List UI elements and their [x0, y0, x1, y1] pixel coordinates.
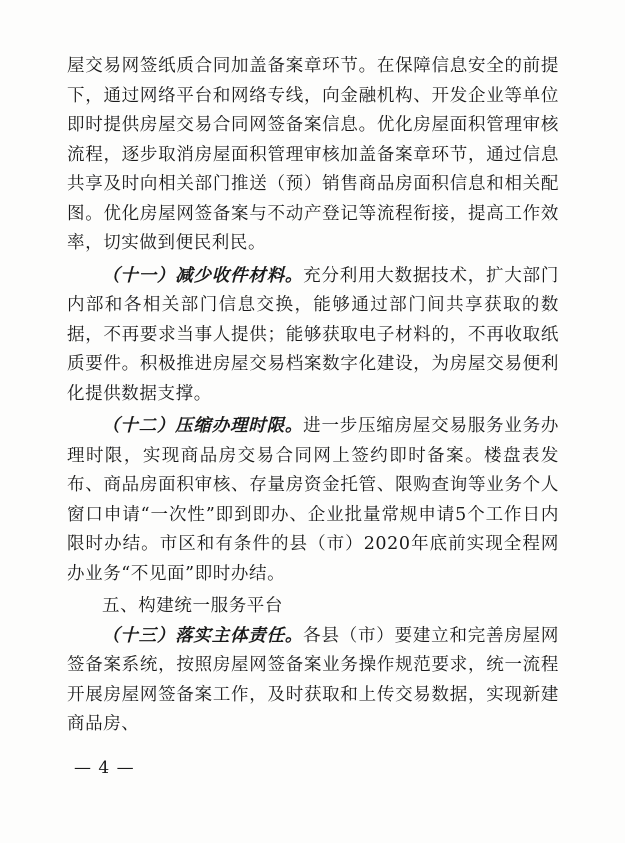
page-number: — 4 —: [74, 758, 135, 778]
paragraph-continuation: 屋交易网签纸质合同加盖备案章环节。在保障信息安全的前提下，通过网络平台和网络专线，向金融机构、开发企业等单位即时提供房屋交易合同网签备案信息。优化房屋面积管理审核流程，逐步取消房屋面积管理审核加盖备案章环节，通过信息共享及时向相关部门推送（预）销售商品房面积信息和相关配图。优化房屋网签备案与不动产登记等流程衔接，提高工作效率，切实做到便民利民。: [67, 56, 559, 253]
paragraph-compress-time: [67, 412, 559, 589]
paragraph-body: 充分利用大数据技术，扩大部门内部和各相关部门信息交换，能够通过部门间共享获取的数据，不再要求当事人提供；能够获取电子材料的，不再收取纸质要件。积极推进房屋交易档案数字化建设，为房屋交易便利化提供数据支撑。: [67, 265, 559, 404]
paragraph-reduce-materials: [67, 262, 559, 410]
paragraph-lead: （十二）压缩办理时限。: [102, 416, 304, 436]
paragraph-lead: （十一）减少收件材料。: [102, 265, 304, 286]
paragraph-responsibility: [67, 622, 559, 740]
section-heading: 五、构建统一服务平台: [102, 596, 283, 616]
paragraph-lead: （十三）落实主体责任。: [102, 625, 304, 646]
paragraph-body: 各县（市）要建立和完善房屋网签备案系统，按照房屋网签备案业务操作规范要求，统一流程开展房屋网签备案工作，及时获取和上传交易数据，实现新建商品房、: [67, 625, 559, 734]
document-body: [67, 52, 559, 740]
paragraph-body: 进一步压缩房屋交易服务业务办理时限，实现商品房交易合同网上签约即时备案。楼盘表发布、商品房面积审核、存量房资金托管、限购查询等业务个人窗口申请“一次性”即到即办、企业批量常规申请5个工作日内限时办结。市区和有条件的县（市）2020年底前实现全程网办业务“不见面”即时办结。: [67, 416, 559, 584]
